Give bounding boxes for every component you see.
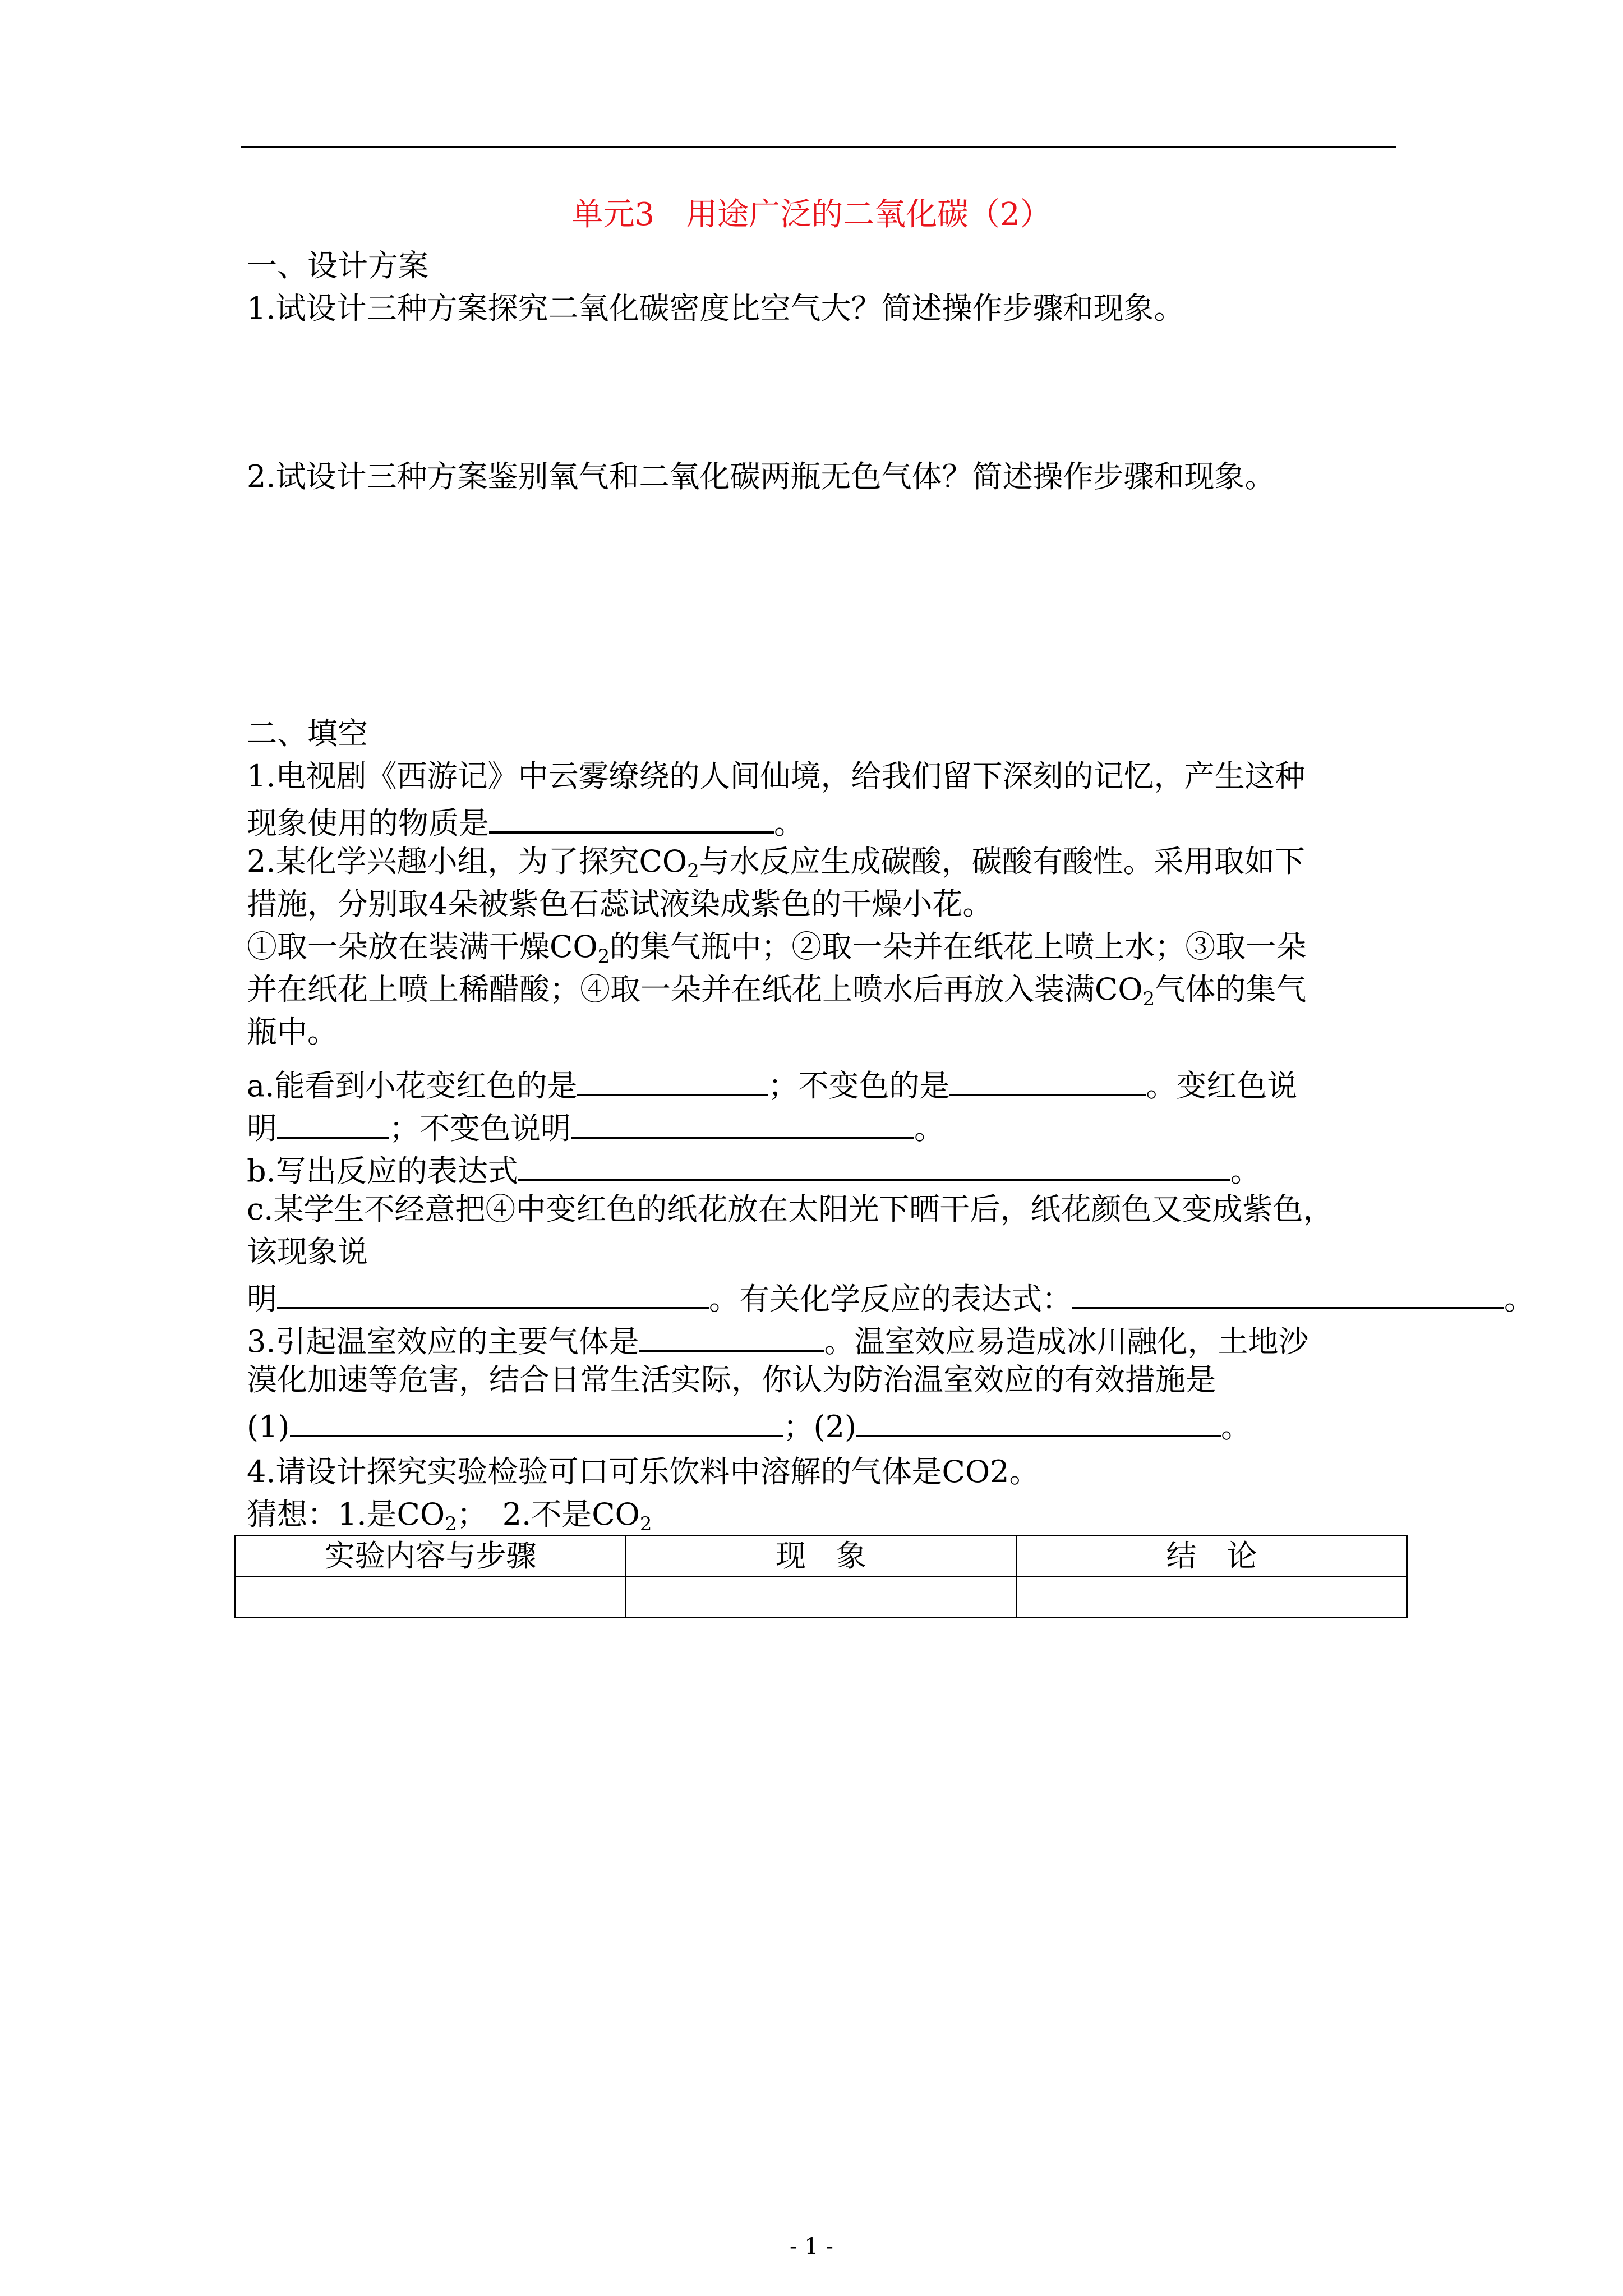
text: 猜想：1.是CO: [247, 1497, 445, 1532]
subscript: 2: [639, 1513, 652, 1535]
fill-qc-line2: 该现象说: [247, 1234, 368, 1269]
fill-qa-line2: [247, 1103, 944, 1150]
text: 。: [1504, 1281, 1534, 1317]
text: 气体的集气: [1155, 972, 1307, 1007]
fill-q2-line4: [247, 968, 1306, 1011]
text: 。: [1230, 1153, 1261, 1189]
experiment-table: [234, 1535, 1408, 1618]
text: 。温室效应易造成冰川融化，土地沙: [824, 1324, 1309, 1359]
text: 的集气瓶中；②取一朵并在纸花上喷上水；③取一朵: [610, 929, 1307, 964]
fill-q3-line1: [247, 1316, 1309, 1363]
text: a.能看到小花变红色的是: [247, 1068, 578, 1103]
fill-q3-line2: 漠化加速等危害，结合日常生活实际，你认为防治温室效应的有效措施是: [247, 1362, 1216, 1397]
fill-q2-line3: [247, 926, 1306, 968]
text: 并在纸花上喷上稀醋酸；④取一朵并在纸花上喷水后再放入装满CO: [247, 972, 1143, 1007]
header-phenomenon: 现 象: [626, 1536, 1016, 1577]
text: ①取一朵放在装满干燥CO: [247, 929, 598, 964]
fill-q2-line2: 措施，分别取4朵被紫色石蕊试液染成紫色的干燥小花。: [247, 886, 993, 922]
subscript: 2: [1142, 988, 1155, 1010]
question-2-identify: 2.试设计三种方案鉴别氧气和二氧化碳两瓶无色气体？简述操作步骤和现象。: [247, 459, 1275, 494]
cell-phenomenon[interactable]: [626, 1577, 1016, 1618]
text: 明: [247, 1281, 277, 1317]
answer-blank-reaction[interactable]: [1072, 1273, 1504, 1309]
header-rule: [241, 146, 1396, 148]
fill-qb-line: [247, 1145, 1261, 1193]
fill-q1-line2: [247, 798, 804, 845]
answer-blank-q1[interactable]: [489, 798, 774, 834]
text: 。变红色说: [1146, 1068, 1298, 1103]
section-heading-fill: 二、填空: [247, 716, 368, 751]
text: 。有关化学反应的表达式：: [709, 1281, 1072, 1317]
question-1-density: 1.试设计三种方案探究二氧化碳密度比空气大？简述操作步骤和现象。: [247, 291, 1184, 326]
answer-blank-red-reason[interactable]: [277, 1103, 389, 1139]
subscript: 2: [445, 1513, 457, 1535]
text: 与水反应生成碳酸，碳酸有酸性。采用取如下: [699, 844, 1305, 879]
fill-qc-line1: c.某学生不经意把④中变红色的纸花放在太阳光下晒干后，纸花颜色又变成紫色，: [247, 1191, 1334, 1227]
fill-q2-line1: [247, 840, 1305, 883]
fill-q2-line5: 瓶中。: [247, 1014, 338, 1050]
text: 2.某化学兴趣小组，为了探究CO: [247, 844, 688, 879]
fill-q1-line1: 1.电视剧《西游记》中云雾缭绕的人间仙境，给我们留下深刻的记忆，产生这种: [247, 758, 1306, 794]
text: ；不变色的是: [768, 1068, 950, 1103]
text: 。: [1221, 1409, 1251, 1444]
text: 3.引起温室效应的主要气体是: [247, 1324, 639, 1359]
table-row: [236, 1577, 1407, 1618]
page-title: 单元3 用途广泛的二氧化碳（2）: [571, 196, 1052, 233]
fill-qa-line1: [247, 1060, 1297, 1107]
table-header-row: [236, 1536, 1407, 1577]
answer-blank-greenhouse-gas[interactable]: [639, 1316, 824, 1352]
fill-q3-line3: [247, 1401, 1251, 1448]
guess-line: [247, 1493, 652, 1536]
subscript: 2: [687, 860, 699, 882]
text: 。: [914, 1111, 944, 1146]
header-conclusion: 结 论: [1016, 1536, 1407, 1577]
page-number: - 1 -: [790, 2234, 833, 2260]
section-heading-design: 一、设计方案: [247, 248, 428, 283]
answer-blank-unchanged-reason[interactable]: [571, 1103, 914, 1139]
header-steps: 实验内容与步骤: [236, 1536, 626, 1577]
text: (1): [247, 1409, 290, 1444]
text: ； 2.不是CO: [457, 1497, 640, 1532]
fill-q4-line: 4.请设计探究实验检验可口可乐饮料中溶解的气体是CO2。: [247, 1454, 1040, 1489]
punct: 。: [774, 806, 804, 841]
answer-blank-unchanged[interactable]: [949, 1060, 1146, 1096]
fill-q1-prompt: 现象使用的物质是: [247, 806, 489, 841]
text: 明: [247, 1111, 277, 1146]
cell-conclusion[interactable]: [1016, 1577, 1407, 1618]
cell-steps[interactable]: [236, 1577, 626, 1618]
text: ；不变色说明: [389, 1111, 571, 1146]
fill-qc-line3: [247, 1273, 1534, 1320]
answer-blank-measure-1[interactable]: [290, 1401, 783, 1437]
answer-blank-measure-2[interactable]: [856, 1401, 1221, 1437]
answer-blank-red[interactable]: [577, 1060, 768, 1096]
text: b.写出反应的表达式: [247, 1153, 518, 1189]
subscript: 2: [597, 945, 610, 968]
text: ；(2): [783, 1409, 856, 1444]
answer-blank-equation[interactable]: [518, 1145, 1230, 1181]
answer-blank-explanation[interactable]: [277, 1273, 709, 1309]
